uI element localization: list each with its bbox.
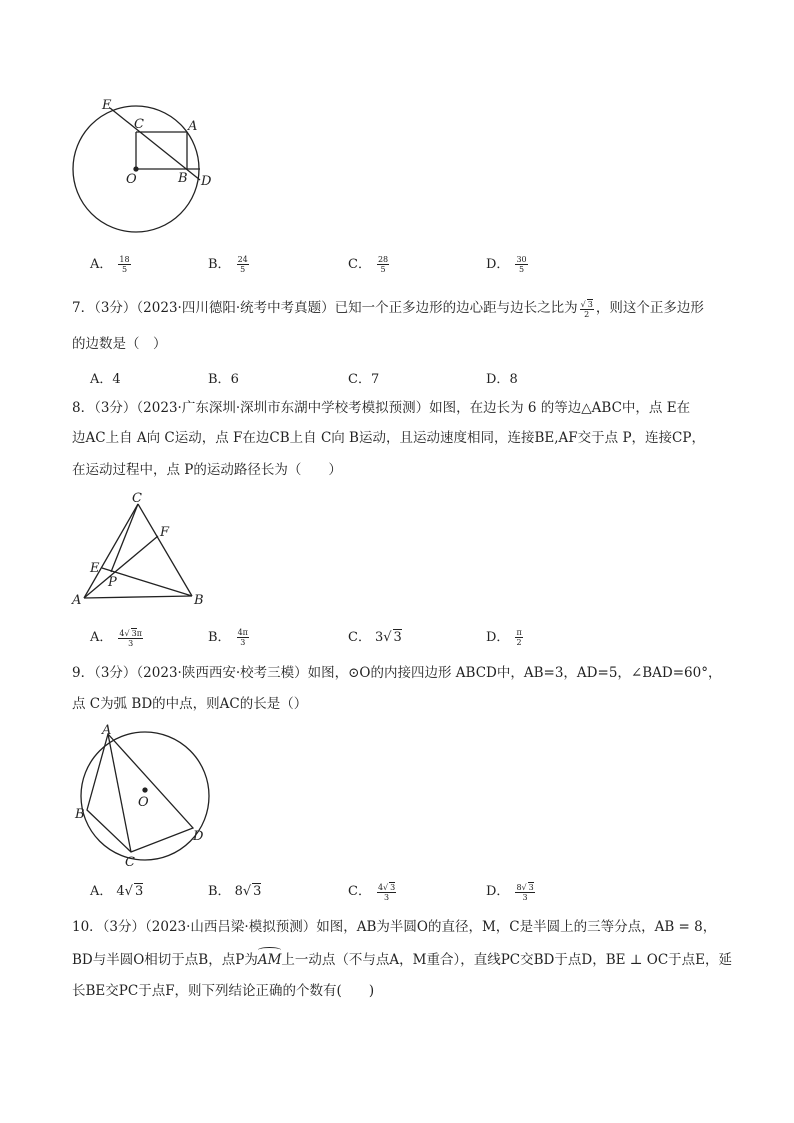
q7-choice-a-value: 4 <box>112 372 121 387</box>
q6-choice-c <box>348 253 389 274</box>
q6-choice-b-den: 5 <box>240 265 246 274</box>
q6-choice-a-frac <box>118 255 130 274</box>
q7-text-b: ，则这个正多边形 <box>595 300 704 316</box>
q9-center-dot <box>143 788 147 792</box>
q10-line-2: BD与半圆O相切于点B，点P为 AM上一动点（不与点A，M重合），直线PC交BD于点D，BE ⊥ OC于点E，延 <box>72 945 732 975</box>
q8-label-B: B <box>194 593 204 608</box>
q6-label-B: B <box>178 171 188 186</box>
q7-ratio-den: 2 <box>584 309 590 319</box>
q6-choice-b-letter: B． <box>208 257 231 272</box>
q7-choice-b-value: 6 <box>230 372 239 387</box>
q8-line-3: 在运动过程中，点 P的运动路径长为（ ） <box>72 462 342 478</box>
q6-choice-c-num: 28 <box>377 255 389 264</box>
q8-label-E: E <box>90 561 100 576</box>
q10-line-1: 10．（3分）（2023·山西吕梁·模拟预测）如图，AB为半圆O的直径，M，C是半圆上的三等分点，AB = 8， <box>72 919 717 935</box>
q6-choice-b-num: 24 <box>237 255 248 264</box>
q6-label-E: E <box>102 98 112 113</box>
q7-ratio-frac <box>580 299 594 319</box>
q9-segment-AC <box>108 734 131 852</box>
q9-line-1: 9．（3分）（2023·陕西西安·校考三模）如图，⊙O的内接四边形 ABCD中，AB=3，AD=5，∠BAD=60°， <box>72 665 722 681</box>
q7-text-a: 7．（3分）（2023·四川德阳·统考中考真题）已知一个正多边形的边心距与边长之比为 <box>72 300 578 316</box>
q7-choice-d-value: 8 <box>509 372 518 387</box>
q6-choice-c-letter: C． <box>348 257 371 272</box>
q7-choice-c: C．7 <box>348 372 380 387</box>
q7-choice-a: A．4 <box>90 372 121 387</box>
q6-choice-a-den: 5 <box>121 265 128 274</box>
q9-label-B: B <box>75 807 85 822</box>
q8-choice-c: C． 3√ 3 <box>348 630 402 645</box>
q9-line-2: 点 C为弧 BD的中点，则AC的长是（） <box>72 696 308 712</box>
q8-label-C: C <box>132 491 142 506</box>
q6-choice-d-den: 5 <box>518 265 525 274</box>
q9-label-D: D <box>193 829 204 844</box>
q6-choice-d-frac <box>515 255 527 274</box>
q7-line-2: 的边数是（ ） <box>72 336 167 352</box>
q9-choice-c: C． $\frac{4√ 3}{3}$ <box>348 882 396 902</box>
q8-choice-a-frac: $\frac{4√ 3\pi}{3}$ <box>119 628 142 648</box>
q6-choice-a-letter: A． <box>90 257 113 272</box>
q6-choice-d-letter: D． <box>486 257 510 272</box>
q6-choice-b-frac <box>237 255 249 274</box>
q6-label-D: D <box>201 174 212 189</box>
q6-label-O: O <box>126 172 137 187</box>
q8-label-F: F <box>160 525 170 540</box>
q9-choice-b: B． 8√ 3 <box>208 884 262 899</box>
q9-choice-d: D． $\frac{8√ 3}{3}$ <box>486 882 534 902</box>
q9-choice-a: A． 4√ 3 <box>90 884 144 899</box>
q6-label-A: A <box>188 119 198 134</box>
q8-choice-d-frac: $\frac{\pi}{2}$ <box>516 628 522 647</box>
q7-choice-b: B．6 <box>208 372 239 387</box>
q6-choice-a <box>90 253 131 274</box>
q6-choice-c-den: 5 <box>380 265 386 274</box>
q6-label-C: C <box>134 117 144 132</box>
q6-choice-a-num: 18 <box>119 255 130 264</box>
q6-choice-c-frac <box>377 255 389 274</box>
q7-line-1 <box>72 293 704 323</box>
q8-choice-d: D． $\frac{\pi}{2}$ <box>486 628 522 647</box>
q8-choice-b-frac: $\frac{4\pi}{3}$ <box>237 628 248 647</box>
q6-choice-d-num: 30 <box>516 255 527 264</box>
q10-arc-AM: AM <box>258 945 282 975</box>
q8-figure <box>66 490 226 612</box>
q9-quadrilateral <box>87 734 193 852</box>
q6-center-dot <box>134 167 138 171</box>
q8-side-AB <box>84 596 192 598</box>
q7-choice-c-value: 7 <box>370 372 380 387</box>
q9-label-A: A <box>102 723 112 738</box>
q7-choice-d: D．8 <box>486 372 518 387</box>
q8-choice-a: A． $\frac{4√ 3\pi}{3}$ <box>90 628 142 648</box>
q9-label-C: C <box>125 855 135 870</box>
q7-ratio-num: √ 3 <box>580 299 593 309</box>
q8-choice-c-value: 3√ 3 <box>374 630 402 645</box>
q6-choice-b <box>208 253 249 274</box>
q8-segment-CP <box>111 504 138 572</box>
q8-line-2: 边AC上自 A向 C运动，点 F在边CB上自 C向 B运动，且运动速度相同，连接BE,AF交于点 P，连接CP， <box>72 430 705 446</box>
q8-line-1: 8．（3分）（2023·广东深圳·深圳市东湖中学校考模拟预测）如图，在边长为 6 的等边△ABC中，点 E在 <box>72 400 691 416</box>
q8-choice-b: B． $\frac{4\pi}{3}$ <box>208 628 248 647</box>
q8-label-P: P <box>108 575 117 590</box>
q9-figure <box>70 722 220 870</box>
q6-choice-d <box>486 253 528 274</box>
q10-line-3: 长BE交PC于点F，则下列结论正确的个数有( ) <box>72 983 375 999</box>
q9-label-O: O <box>138 795 149 810</box>
q8-label-A: A <box>72 593 82 608</box>
q6-figure <box>60 92 230 242</box>
